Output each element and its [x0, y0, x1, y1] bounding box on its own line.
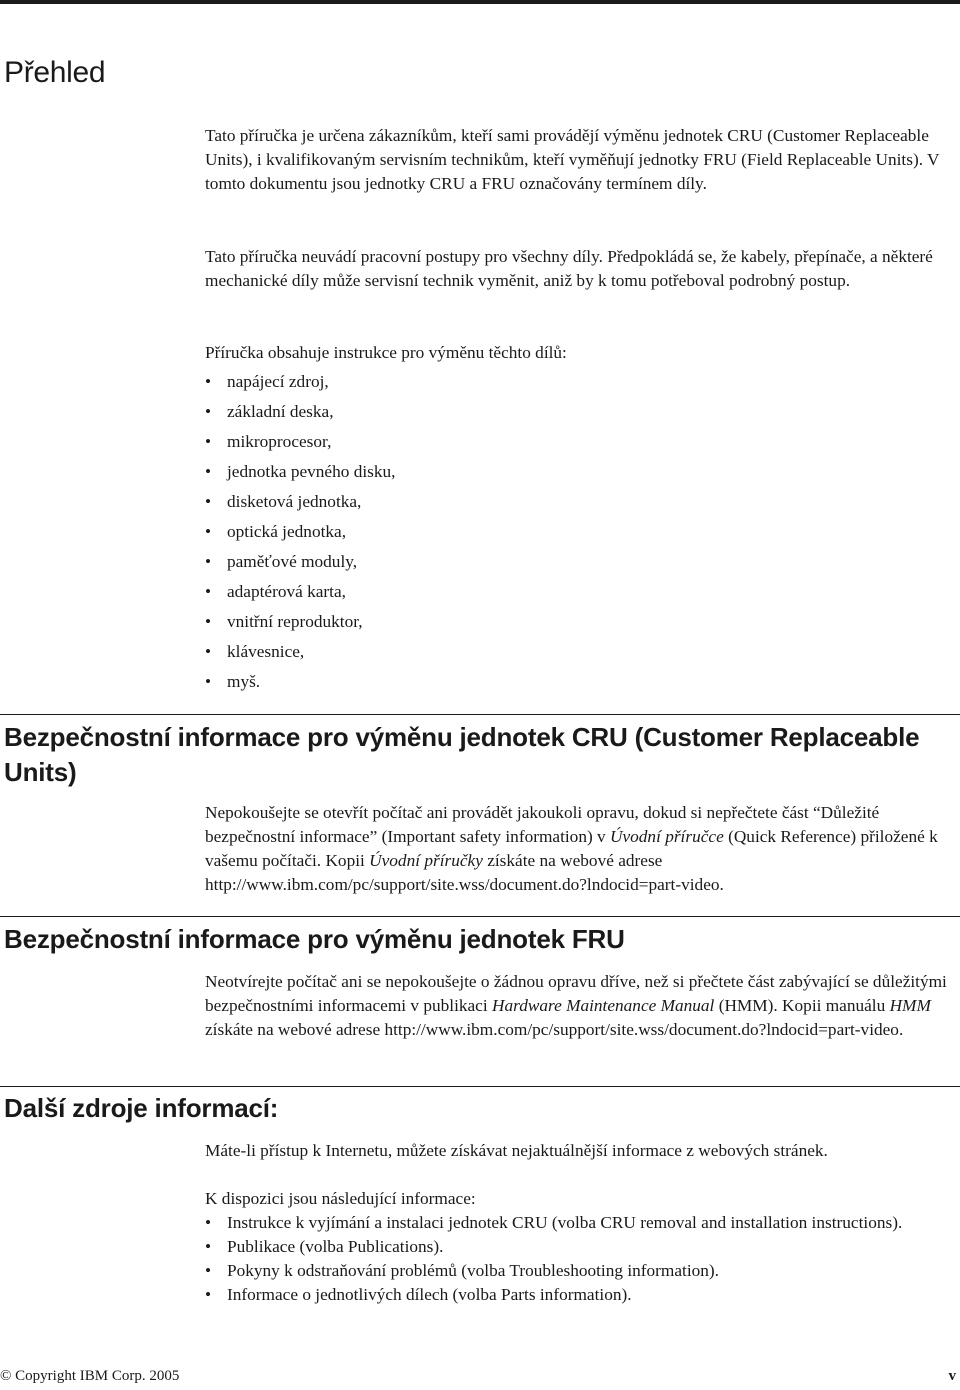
section-divider: [0, 916, 960, 917]
bullet-icon: •: [205, 1285, 212, 1304]
list-item: • mikroprocesor,: [205, 430, 955, 460]
list-item: • napájecí zdroj,: [205, 370, 955, 400]
list-item: • vnitřní reproduktor,: [205, 610, 955, 640]
cru-safety-paragraph: Nepokoušejte se otevřít počítač ani provádět jakoukoli opravu, dokud si nepřečtete část “Důležité bezpečnostní informace” (Important safety information) v Úvodní příručce (Quick Reference) přiložené k vašemu počítači. Kopii Úvodní příručky získáte na webové adrese http://www.ibm.com/pc/support/site.wss/document.do?lndocid=part-video.: [205, 803, 938, 894]
page-number: v: [948, 1368, 956, 1384]
resources-list: [205, 1211, 955, 1307]
list-item: • Publikace (volba Publications).: [205, 1235, 955, 1259]
bullet-icon: •: [205, 492, 212, 511]
bullet-icon: •: [205, 1261, 212, 1280]
resources-heading: Další zdroje informací:: [4, 1093, 279, 1123]
fru-safety-paragraph: Neotvírejte počítač ani se nepokoušejte o žádnou opravu dříve, než si přečtete část zabývající se důležitými bezpečnostními informacemi v publikaci Hardware Maintenance Manual (HMM). Kopii manuálu HMM získáte na webové adrese http://www.ibm.com/pc/support/site.wss/document.do?lndocid=part-video.: [205, 972, 947, 1039]
list-item: • disketová jednotka,: [205, 490, 955, 520]
quick-reference-title: Úvodní příručce: [610, 827, 724, 846]
bullet-icon: •: [205, 642, 212, 661]
list-item: • jednotka pevného disku,: [205, 460, 955, 490]
list-item: • Pokyny k odstraňování problémů (volba Troubleshooting information).: [205, 1259, 955, 1283]
page-title: Přehled: [4, 56, 106, 89]
hmm-title: Hardware Maintenance Manual: [491, 996, 715, 1015]
list-item: • paměťové moduly,: [205, 550, 955, 580]
list-item: • základní deska,: [205, 400, 955, 430]
parts-list: [205, 370, 955, 700]
bullet-icon: •: [205, 402, 212, 421]
bullet-icon: •: [205, 462, 212, 481]
bullet-icon: •: [205, 522, 212, 541]
section-divider: [0, 714, 960, 715]
intro-paragraph-3: Příručka obsahuje instrukce pro výměnu těchto dílů:: [205, 343, 567, 362]
list-item: • adaptérová karta,: [205, 580, 955, 610]
bullet-icon: •: [205, 432, 212, 451]
bullet-icon: •: [205, 1237, 212, 1256]
bullet-icon: •: [205, 612, 212, 631]
list-item: • klávesnice,: [205, 640, 955, 670]
bullet-icon: •: [205, 372, 212, 391]
list-item: • myš.: [205, 670, 955, 700]
intro-paragraph-1: Tato příručka je určena zákazníkům, kteří sami provádějí výměnu jednotek CRU (Customer Replaceable Units), i kvalifikovaným servisním technikům, kteří vyměňují jednotky FRU (Field Replaceable Units). V tomto dokumentu jsou jednotky CRU a FRU označovány termínem díly.: [205, 126, 940, 193]
list-item: • optická jednotka,: [205, 520, 955, 550]
quick-reference-title-2: Úvodní příručky: [369, 851, 483, 870]
bullet-icon: •: [205, 552, 212, 571]
list-item: • Instrukce k vyjímání a instalaci jednotek CRU (volba CRU removal and installation instructions).: [205, 1211, 955, 1235]
bullet-icon: •: [205, 582, 212, 601]
resources-paragraph-2: K dispozici jsou následující informace:: [205, 1189, 476, 1208]
section-divider: [0, 1086, 960, 1087]
top-rule: [0, 0, 960, 4]
resources-paragraph-1: Máte-li přístup k Internetu, můžete získávat nejaktuálnější informace z webových stránek.: [205, 1141, 828, 1160]
fru-safety-heading: Bezpečnostní informace pro výměnu jednotek FRU: [4, 924, 625, 954]
hmm-abbreviation: HMM: [889, 996, 931, 1015]
bullet-icon: •: [205, 672, 212, 691]
intro-paragraph-2: Tato příručka neuvádí pracovní postupy pro všechny díly. Předpokládá se, že kabely, přepínače, a některé mechanické díly může servisní technik vyměnit, aniž by k tomu potřeboval podrobný postup.: [205, 247, 933, 290]
copyright-notice: © Copyright IBM Corp. 2005: [0, 1368, 180, 1384]
list-item: • Informace o jednotlivých dílech (volba Parts information).: [205, 1283, 955, 1307]
cru-safety-heading: Bezpečnostní informace pro výměnu jednotek CRU (Customer Replaceable Units): [4, 722, 920, 787]
bullet-icon: •: [205, 1213, 212, 1232]
